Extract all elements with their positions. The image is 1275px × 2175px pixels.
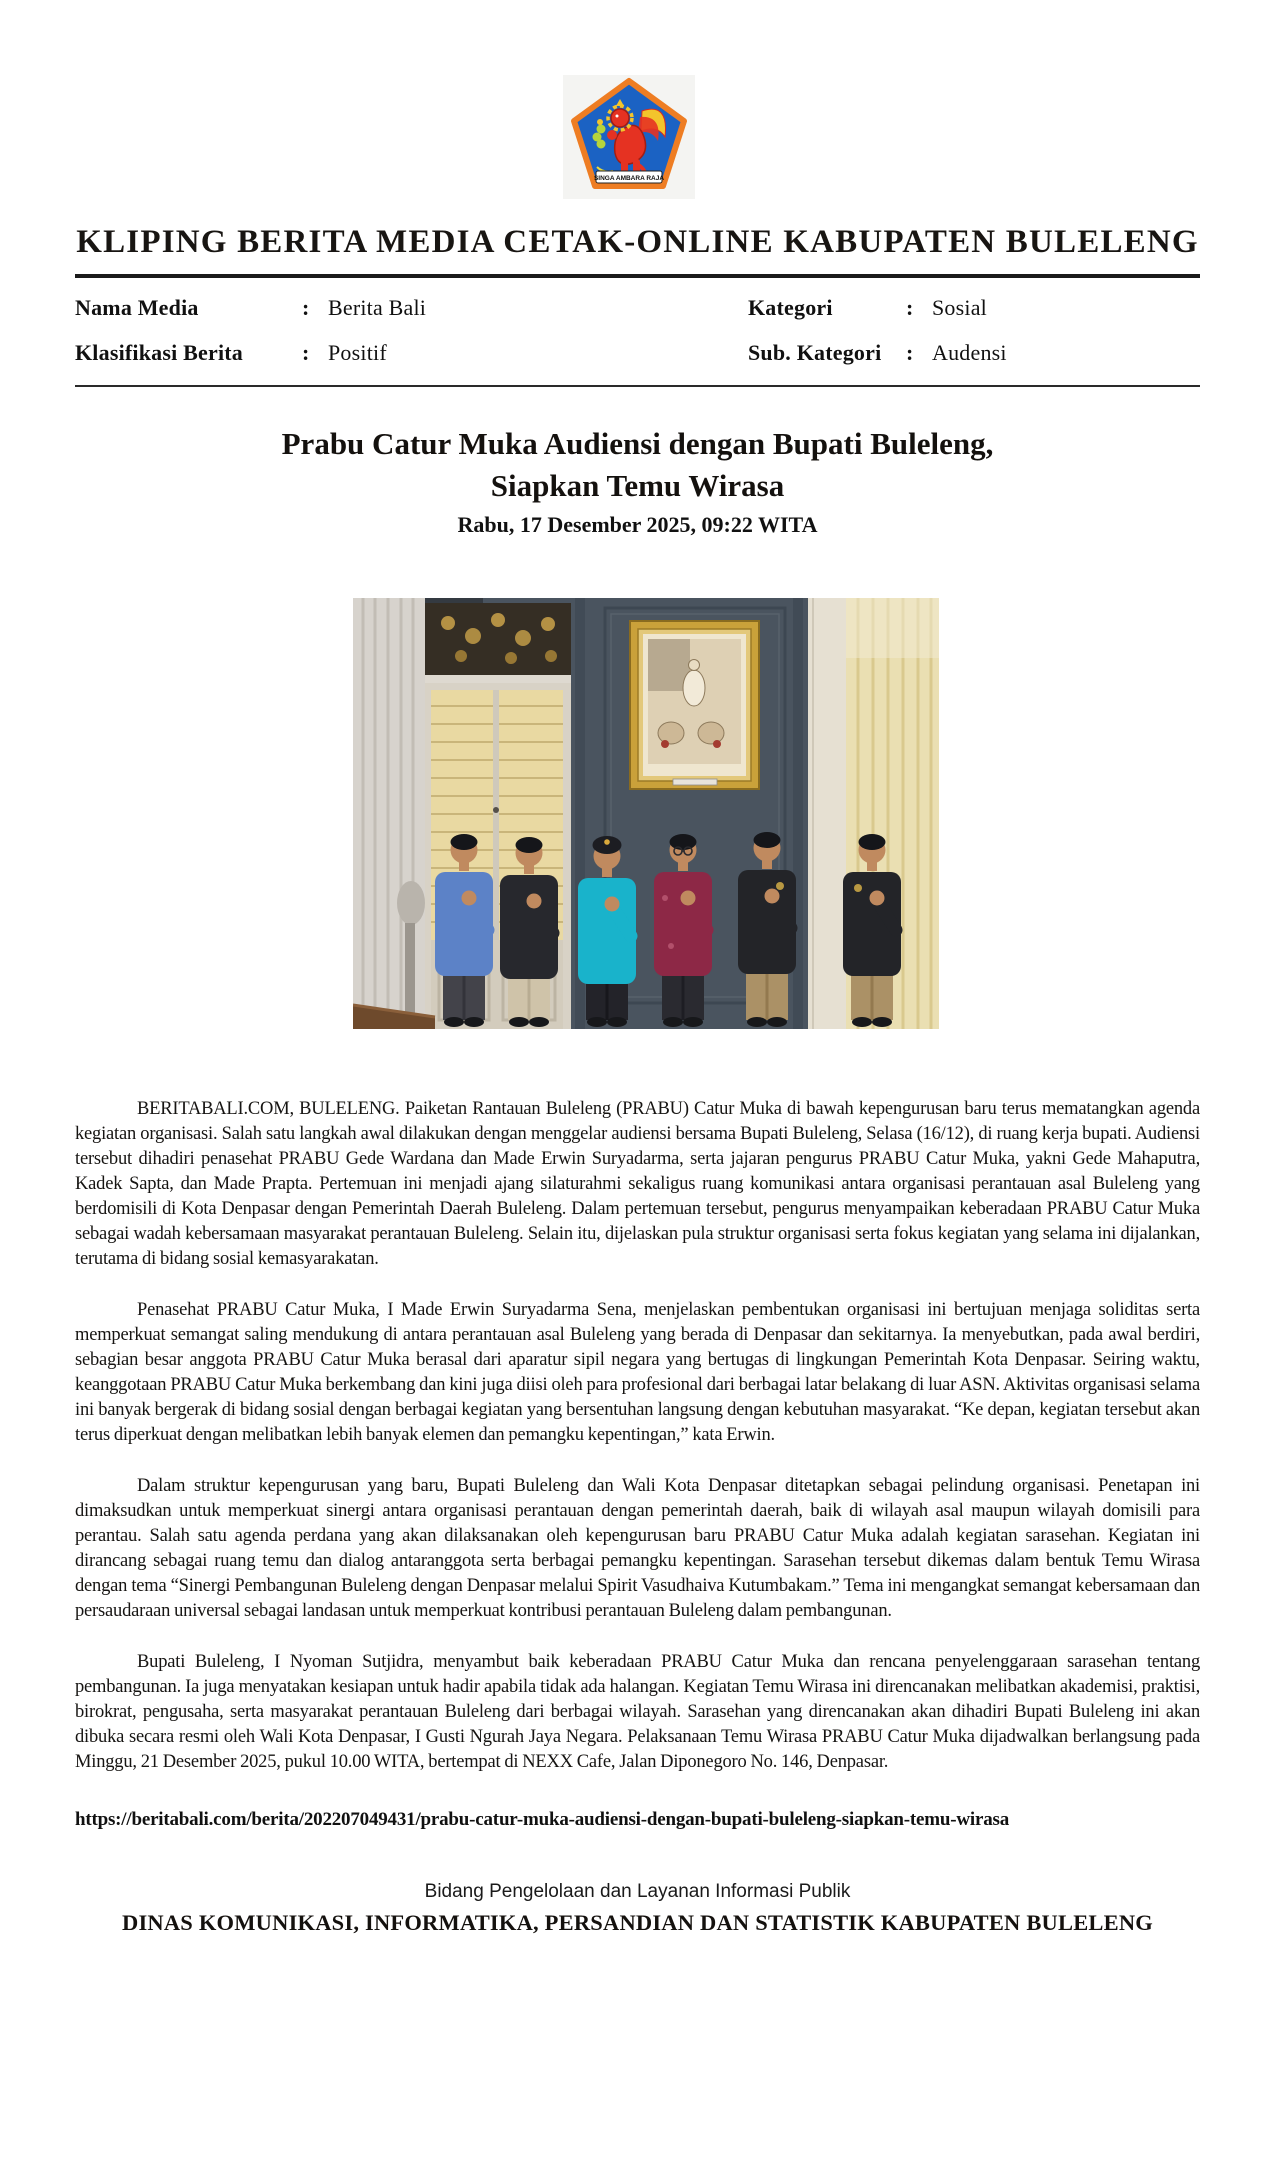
footer-agency: DINAS KOMUNIKASI, INFORMATIKA, PERSANDIAN DAN STATISTIK KABUPATEN BULELENG (122, 1910, 1153, 1935)
meta-row-klasifikasi (75, 330, 640, 375)
clipping-page (0, 75, 1275, 2175)
article-title (0, 423, 1275, 507)
article-dateline: Rabu, 17 Desember 2025, 09:22 WITA (457, 512, 818, 537)
article-paragraph-2: Penasehat PRABU Catur Muka, I Made Erwin Suryadarma Sena, menjelaskan pembentukan organisasi ini bertujuan menjaga soliditas serta memperkuat semangat saling mendukung di antara perantauan asal Buleleng yang berada di Denpasar dan sekitarnya. Ia menyebutkan, pada awal berdiri, sebagian besar anggota PRABU Catur Muka berasal dari aparatur sipil negara yang bertugas di lingkungan Pemerintah Kota Denpasar. Seiring waktu, keanggotaan PRABU Catur Muka berkembang dan kini juga diisi oleh para profesional dari berbagai latar belakang di luar ASN. Aktivitas organisasi selama ini banyak bergerak di bidang sosial dengan berbagai kegiatan yang bersentuhan langsung dengan kebutuhan masyarakat. “Ke depan, kegiatan tersebut akan terus diperkuat dengan melibatkan lebih banyak elemen dan pemangku kepentingan,” kata Erwin. (75, 1300, 1200, 1445)
document-title: KLIPING BERITA MEDIA CETAK-ONLINE KABUPATEN BULELENG (76, 224, 1199, 260)
article-title-line1: Prabu Catur Muka Audiensi dengan Bupati Buleleng, (281, 426, 994, 461)
meta-value: Sosial (932, 294, 987, 320)
article-photo-illustration (353, 598, 939, 1029)
buleleng-seal-logo (563, 75, 695, 199)
meta-divider-thin (75, 385, 1200, 387)
meta-label: Klasifikasi Berita (75, 339, 243, 365)
article-paragraph-4: Bupati Buleleng, I Nyoman Sutjidra, menyambut baik keberadaan PRABU Catur Muka dan rencana penyelenggaraan sarasehan tentang pembangunan. Ia juga menyatakan kesiapan untuk hadir apabila tidak ada halangan. Kegiatan Temu Wirasa ini direncanakan melibatkan akademisi, praktisi, birokrat, pengusaha, serta masyarakat perantauan Buleleng dari berbagai wilayah. Sarasehan yang direncanakan akan dihadiri Bupati Buleleng ini akan dibuka secara resmi oleh Wali Kota Denpasar, I Gusti Ngurah Jaya Negara. Pelaksanaan Temu Wirasa PRABU Catur Muka dijadwalkan berlangsung pada Minggu, 21 Desember 2025, pukul 10.00 WITA, bertempat di NEXX Cafe, Jalan Diponegoro No. 146, Denpasar. (75, 1652, 1200, 1772)
article-header (0, 423, 1275, 538)
meta-colon: : (302, 294, 310, 320)
meta-row-sub-kategori (748, 330, 1200, 375)
meta-table (75, 278, 1200, 385)
meta-label: Nama Media (75, 294, 199, 320)
meta-colon: : (302, 339, 310, 365)
meta-colon: : (906, 339, 914, 365)
meta-label: Kategori (748, 294, 833, 320)
source-url-link[interactable]: https://beritabali.com/berita/202207049431/prabu-catur-muka-audiensi-dengan-bupati-buleleng-siapkan-temu-wirasa (75, 1809, 1010, 1830)
meta-column-left (75, 285, 640, 375)
meta-row-nama-media (75, 285, 640, 330)
buleleng-seal-icon (563, 75, 695, 199)
page-footer (0, 1881, 1275, 1936)
meta-label: Sub. Kategori (748, 339, 882, 365)
article-paragraph-3: Dalam struktur kepengurusan yang baru, Bupati Buleleng dan Wali Kota Denpasar ditetapkan sebagai pelindung organisasi. Penetapan ini dimaksudkan untuk memperkuat sinergi antara organisasi perantauan dengan pemerintah daerah, baik di wilayah asal maupun wilayah domisili para perantau. Salah satu agenda perdana yang akan dilaksanakan oleh kepengurusan baru PRABU Catur Muka adalah kegiatan sarasehan. Kegiatan ini dirancang sebagai ruang temu dan dialog antaranggota serta berbagai pemangku kepentingan. Sarasehan tersebut dikemas dalam bentuk Temu Wirasa dengan tema “Sinergi Pembangunan Buleleng dengan Denpasar melalui Spirit Vasudhaiva Kutumbakam.” Tema ini mengangkat semangat kebersamaan dan persaudaraan universal sebagai landasan untuk memperkuat kontribusi perantauan Buleleng dalam pembangunan. (75, 1476, 1200, 1621)
footer-division: Bidang Pengelolaan dan Layanan Informasi Publik (424, 1881, 851, 1902)
meta-column-right (640, 285, 1200, 375)
meta-value: Audensi (932, 339, 1007, 365)
article-body (75, 1097, 1200, 1831)
article-title-line2: Siapkan Temu Wirasa (490, 468, 785, 503)
meta-colon: : (906, 294, 914, 320)
meta-value: Positif (328, 339, 387, 365)
article-paragraph-1: BERITABALI.COM, BULELENG. Paiketan Rantauan Buleleng (PRABU) Catur Muka di bawah kepengurusan baru terus mematangkan agenda kegiatan organisasi. Salah satu langkah awal dilakukan dengan menggelar audiensi bersama Bupati Buleleng, Selasa (16/12), di ruang kerja bupati. Audiensi tersebut dihadiri penasehat PRABU Gede Wardana dan Made Erwin Suryadarma, serta jajaran pengurus PRABU Catur Muka, yakni Gede Mahaputra, Kadek Sapta, dan Made Prapta. Pertemuan ini menjadi ajang silaturahmi sekaligus ruang komunikasi antara organisasi perantauan asal Buleleng yang berdomisili di Kota Denpasar dengan Pemerintah Daerah Buleleng. Dalam pertemuan tersebut, pengurus menyampaikan keberadaan PRABU Catur Muka sebagai wadah kebersamaan masyarakat perantauan Buleleng. Selain itu, dijelaskan pula struktur organisasi serta fokus kegiatan yang selama ini dijalankan, terutama di bidang sosial kemasyarakatan. (75, 1099, 1200, 1269)
meta-value: Berita Bali (328, 294, 427, 320)
seal-banner-text: SINGA AMBARA RAJA (593, 175, 665, 182)
meta-row-kategori (748, 285, 1200, 330)
article-photo (353, 598, 939, 1029)
